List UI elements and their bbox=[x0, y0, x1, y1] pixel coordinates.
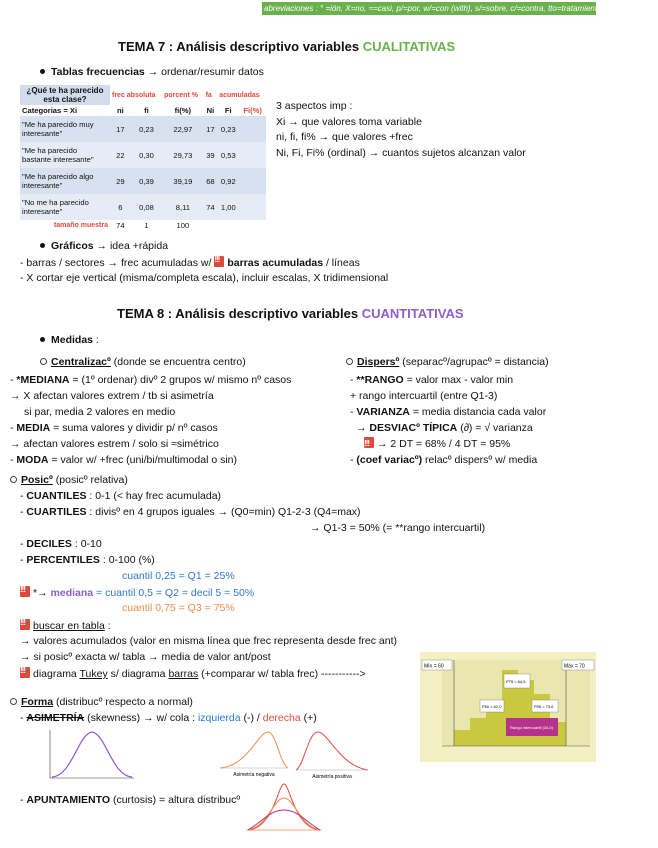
percentiles-line: - PERCENTILES : 0-100 (%) bbox=[20, 554, 155, 566]
cuantil-q3: cuantil 0,75 = Q3 = 75% bbox=[122, 602, 235, 614]
p75-label: P75 = 64,5 bbox=[506, 679, 526, 684]
table-row: "Me ha parecido algo interesante" 29 0,39 39,19 68 0,92 bbox=[20, 168, 266, 194]
deciles-line: - DECILES : 0-10 bbox=[20, 538, 102, 550]
asimetria-line: - ASIMETRÍA (skewness) → w/ cola : izquierda (-) / derecha (+) bbox=[20, 712, 317, 724]
bar bbox=[470, 718, 486, 746]
warning-icon bbox=[20, 667, 30, 678]
table-row: "Me ha parecido muy interesante" 17 0,23 22,97 17 0,23 bbox=[20, 116, 266, 142]
apuntamiento-line: - APUNTAMIENTO (curtosis) = altura distribucº bbox=[20, 794, 241, 806]
centralizacion-heading: Centralizacº (donde se encuentra centro) bbox=[40, 356, 246, 368]
cuantil-q2: !!!*→ mediana = cuantil 0,5 = Q2 = decil 5 = 50% bbox=[20, 586, 254, 599]
p95-label: P95 = 73,6 bbox=[534, 704, 554, 709]
normal-curve-plot bbox=[44, 726, 136, 784]
box-label: Rango intercuartil (34,5) bbox=[510, 725, 553, 730]
tema7-title: TEMA 7 : Análisis descriptivo variables CUALITATIVAS bbox=[118, 39, 456, 54]
posicion-heading: Posicº (posicº relativa) bbox=[10, 474, 128, 486]
cuartiles-line: - CUARTILES : divisº en 4 grupos iguales → (Q0=min) Q1-2-3 (Q4=max) bbox=[20, 506, 361, 518]
warning-icon bbox=[214, 256, 224, 267]
abbreviations-legend: abreviaciones : ° =ión, X=no, ≈=casi, p/=por, w/=con (with), s/=sobre, c/=contra, tto=tratamiento, nec=necesario bbox=[264, 4, 658, 13]
buscar-line-2: → si posicº exacta w/ tabla → media de valor ant/post bbox=[20, 651, 271, 663]
cuantiles-line: - CUANTILES : 0-1 (< hay frec acumulada) bbox=[20, 490, 222, 502]
pos-skew-label: Asimetría positiva bbox=[312, 774, 352, 780]
centralizacion-list: - *MEDIANA = (1º ordenar) divº 2 grupos w/ mismo nº casos → X afectan valores extrem / tb si asimetría si par, media 2 valores en medio - MEDIA = suma valores y dividir p/ nº casos → afectan valores estrem / solo si ≈simétrico - MODA = valor w/ +frec (uni/bi/multimodal o sin) bbox=[10, 374, 292, 466]
dispersion-list: - **RANGO = valor max - valor min + rango intercuartil (entre Q1-3) - VARIANZA = media distancia cada valor → DESVIACº TÍPICA (∂) = √ varianza !!!→ 2 DT = 68% / 4 DT = 95% - (coef variacº) relacº dispersº w/ media bbox=[350, 372, 546, 468]
p50-label: P50 = 62,0 bbox=[482, 704, 502, 709]
tema8-title: TEMA 8 : Análisis descriptivo variables CUANTITATIVAS bbox=[117, 306, 464, 321]
warning-icon bbox=[20, 586, 30, 597]
forma-heading: Forma (distribucº respecto a normal) bbox=[10, 696, 193, 708]
max-label: Máx = 70 bbox=[564, 663, 585, 670]
cuartiles-line-2: → Q1-3 = 50% (= **rango intercuartil) bbox=[310, 522, 486, 534]
bar bbox=[454, 730, 470, 746]
warning-icon bbox=[364, 437, 374, 448]
aspects-list: 3 aspectos imp : Xi → que valores toma variable ni, fi, fi% → que valores +frec Ni, Fi, Fi% (ordinal) → cuantos sujetos alcanzan valor bbox=[276, 100, 526, 159]
positive-skew-curve bbox=[294, 724, 370, 780]
bar bbox=[518, 680, 534, 746]
cuantil-q1: cuantil 0,25 = Q1 = 25% bbox=[122, 570, 235, 582]
negative-skew-curve bbox=[218, 724, 290, 778]
tukey-diagram bbox=[420, 652, 596, 762]
table-row: "Me ha parecido bastante interesante" 22 0,30 29,73 39 0,53 bbox=[20, 142, 266, 168]
neg-skew-label: Asimetría negativa bbox=[233, 772, 275, 778]
dispersion-heading: Dispersº (separacº/agrupacº = distancia) bbox=[346, 356, 549, 368]
frequency-table: ¿Qué te ha parecido esta clase? frec absoluta porcent % fa acumuladas Categorias = Xi ni fi fi(%) Ni Fi Fi(%) "Me ha parecido muy interesante" 17 0,23 22,97 17 0,23 "Me ha parecido bastante interesante" 22 0,30 29,73 39 0,53 "Me ha parecido algo interesante" 29 0,39 39,19 68 0,92 "No me ha parecido interesante" 6 0,08 8,11 74 1,00 tamaño muestra 74 1 100 bbox=[20, 85, 266, 231]
graficos-line-1: - barras / sectores → frec acumuladas w/ !!!barras acumuladas / líneas bbox=[20, 256, 360, 269]
kurtosis-curves bbox=[244, 780, 324, 838]
bar bbox=[486, 708, 502, 746]
buscar-line-1: → valores acumulados (valor en misma línea que frec representa desde frec ant) bbox=[20, 635, 398, 647]
table-total-row: tamaño muestra 74 1 100 bbox=[53, 221, 190, 230]
buscar-heading: !!!buscar en tabla : bbox=[20, 619, 111, 632]
table-row: "No me ha parecido interesante" 6 0,08 8,11 74 1,00 bbox=[20, 194, 266, 220]
min-label: Mín = 60 bbox=[424, 663, 444, 670]
tablas-bullet: Tablas frecuencias → ordenar/resumir datos bbox=[40, 66, 264, 78]
graficos-bullet: Gráficos → idea +rápida bbox=[40, 240, 168, 252]
graficos-line-2: - X cortar eje vertical (misma/completa escala), incluir escalas, X tridimensional bbox=[20, 272, 389, 284]
warning-icon bbox=[20, 619, 30, 630]
medidas-bullet: Medidas : bbox=[40, 334, 99, 346]
buscar-line-3: !!!diagrama Tukey s/ diagrama barras (+comparar w/ tabla frec) -----------> bbox=[20, 667, 366, 680]
